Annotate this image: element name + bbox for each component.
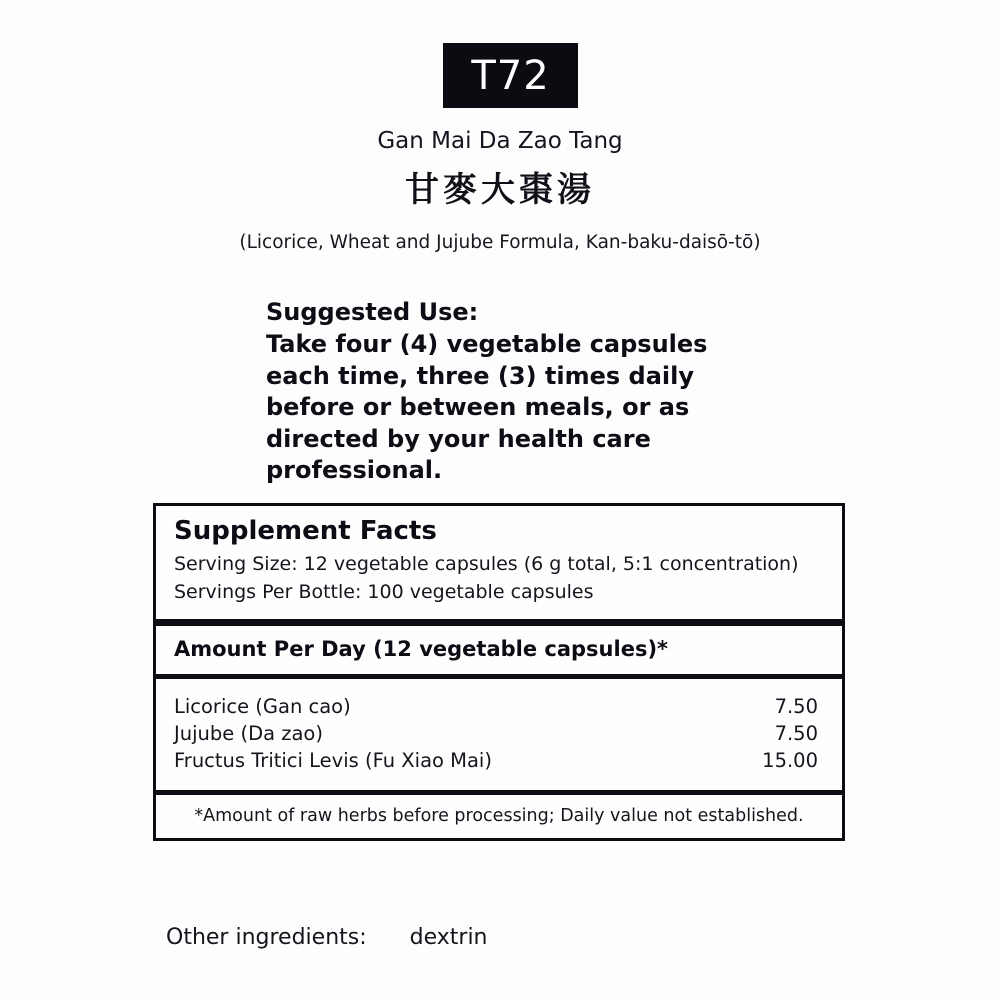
other-ingredients-value: dextrin (409, 925, 488, 950)
ingredient-amount: 15.00 (762, 749, 818, 772)
suggested-use-block (266, 298, 766, 487)
table-row (174, 747, 824, 774)
product-code-badge (443, 43, 578, 108)
formula-translation: (Licorice, Wheat and Jujube Formula, Kan-baku-daisō-tō) (239, 232, 761, 253)
ingredient-list (156, 679, 842, 790)
supplement-facts-panel (153, 503, 845, 841)
serving-size-line: Serving Size: 12 vegetable capsules (6 g total, 5:1 concentration) (174, 553, 799, 575)
formula-pinyin-name: Gan Mai Da Zao Tang (377, 128, 623, 154)
supplement-facts-title: Supplement Facts (174, 516, 437, 546)
suggested-use-title: Suggested Use: (266, 298, 479, 326)
ingredient-name: Jujube (Da zao) (174, 722, 323, 745)
table-row (174, 720, 824, 747)
ingredient-name: Licorice (Gan cao) (174, 695, 351, 718)
amount-per-day-heading: Amount Per Day (12 vegetable capsules)* (174, 637, 669, 661)
facts-footnote: *Amount of raw herbs before processing; Daily value not established. (194, 806, 804, 826)
formula-chinese-name: 甘麥大棗湯 (405, 170, 595, 210)
servings-per-bottle-line: Servings Per Bottle: 100 vegetable capsules (174, 581, 594, 603)
suggested-use-text: Take four (4) vegetable capsules each time, three (3) times daily before or between meals, or as directed by your health care professional. (266, 330, 708, 484)
ingredient-amount: 7.50 (774, 722, 818, 745)
ingredient-amount: 7.50 (774, 695, 818, 718)
product-code-text: T72 (471, 52, 550, 99)
table-row (174, 693, 824, 720)
supplement-facts-header (156, 506, 842, 619)
divider-thick-top (156, 619, 842, 626)
other-ingredients-label: Other ingredients: (166, 925, 367, 950)
ingredient-name: Fructus Tritici Levis (Fu Xiao Mai) (174, 749, 492, 772)
other-ingredients-row (166, 925, 488, 950)
